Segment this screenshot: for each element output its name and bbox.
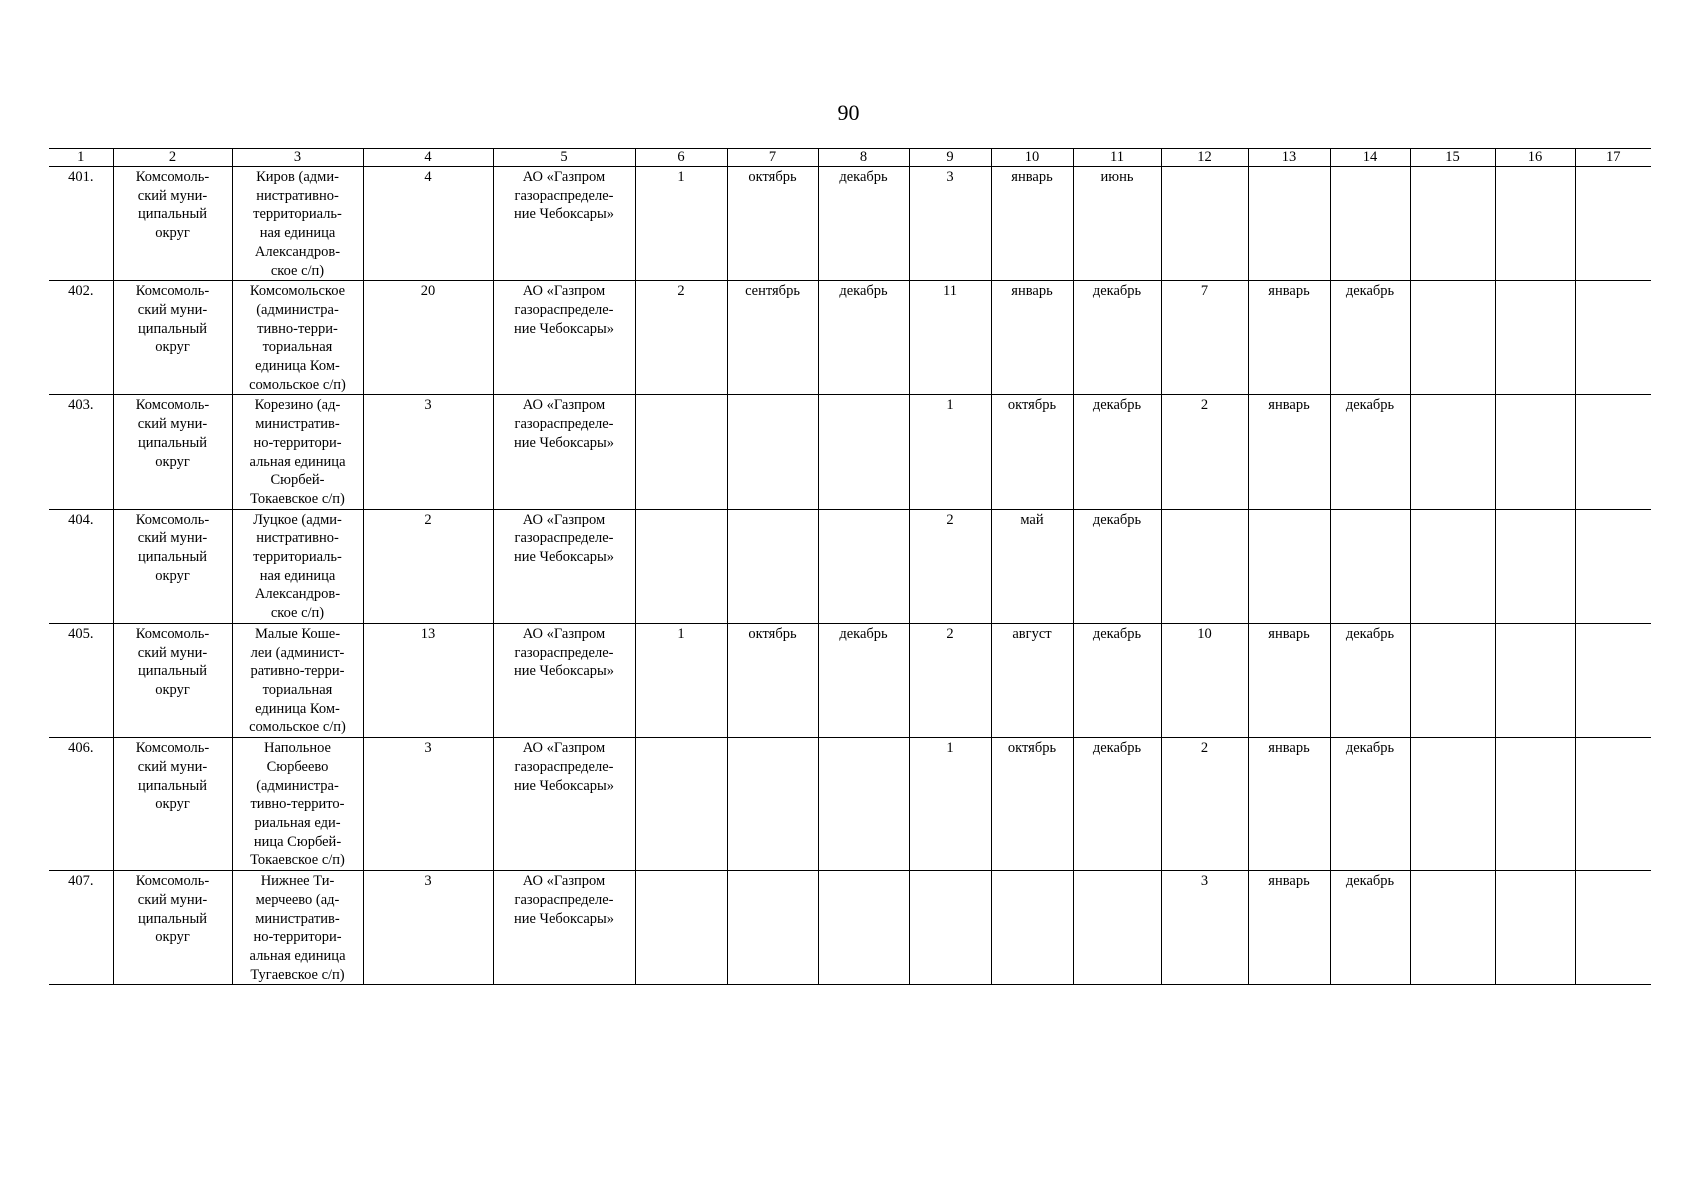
table-cell-col-14 <box>1330 395 1410 509</box>
table-cell-col-1 <box>49 738 113 871</box>
table-cell-col-4 <box>363 623 493 737</box>
table-cell-col-11 <box>1073 281 1161 395</box>
table-cell-col-2 <box>113 871 232 985</box>
table-cell-col-15 <box>1410 281 1495 395</box>
column-header: 3 <box>232 149 363 167</box>
cell-text: октябрь <box>748 625 797 642</box>
cell-text: декабрь <box>1345 740 1395 757</box>
table-cell-col-7 <box>727 509 818 623</box>
table-cell-col-1 <box>49 395 113 509</box>
table-row <box>49 167 1651 281</box>
column-header: 4 <box>363 149 493 167</box>
cell-text: декабрь <box>839 169 888 185</box>
table-cell-col-1 <box>49 509 113 623</box>
table-cell-col-7 <box>727 395 818 509</box>
cell-text: АО «Газпром газораспределе- ние Чебоксары» <box>513 625 615 680</box>
table-cell-col-12 <box>1161 509 1248 623</box>
cell-text: 20 <box>420 283 436 300</box>
table-cell-col-17 <box>1575 623 1651 737</box>
cell-text: 1 <box>677 169 685 185</box>
table-cell-col-4 <box>363 395 493 509</box>
table-cell-col-15 <box>1410 509 1495 623</box>
table-cell-col-16 <box>1495 623 1575 737</box>
table-cell-col-11 <box>1073 167 1161 281</box>
table-cell-col-16 <box>1495 395 1575 509</box>
table-cell-col-14 <box>1330 167 1410 281</box>
table-row <box>49 623 1651 737</box>
table-cell-col-6 <box>635 871 727 985</box>
table-cell-col-13 <box>1248 395 1330 509</box>
table-cell-col-17 <box>1575 167 1651 281</box>
cell-text: Комсомоль- ский муни- ципальный округ <box>135 511 210 584</box>
cell-text: декабрь <box>1092 397 1142 414</box>
table-cell-col-17 <box>1575 395 1651 509</box>
cell-text: АО «Газпром газораспределе- ние Чебоксары» <box>513 169 615 223</box>
cell-text: 1 <box>946 740 954 757</box>
column-header: 1 <box>49 149 113 167</box>
cell-text: декабрь <box>1092 511 1142 528</box>
table-cell-col-11 <box>1073 509 1161 623</box>
table-cell-col-17 <box>1575 871 1651 985</box>
table-cell-col-13 <box>1248 509 1330 623</box>
table-cell-col-2 <box>113 509 232 623</box>
cell-text: АО «Газпром газораспределе- ние Чебоксары» <box>513 283 615 337</box>
cell-text: 10 <box>1197 625 1212 642</box>
table-cell-col-16 <box>1495 509 1575 623</box>
column-header: 8 <box>818 149 909 167</box>
table-cell-col-8 <box>818 738 909 871</box>
table-cell-col-9 <box>909 281 991 395</box>
table-cell-col-16 <box>1495 167 1575 281</box>
table-cell-col-11 <box>1073 871 1161 985</box>
column-header: 7 <box>727 149 818 167</box>
table-cell-col-15 <box>1410 738 1495 871</box>
cell-text: Комсомоль- ский муни- ципальный округ <box>135 625 210 698</box>
table-cell-col-5 <box>493 738 635 871</box>
table-cell-col-1 <box>49 623 113 737</box>
cell-text: декабрь <box>1345 873 1395 890</box>
table-cell-col-6 <box>635 167 727 281</box>
table-cell-col-1 <box>49 281 113 395</box>
cell-text: июнь <box>1100 169 1134 185</box>
cell-text: октябрь <box>748 169 797 185</box>
cell-text: 405. <box>68 625 94 642</box>
cell-text: 13 <box>420 625 436 642</box>
column-header: 6 <box>635 149 727 167</box>
table-cell-col-8 <box>818 509 909 623</box>
cell-text: январь <box>1268 740 1310 757</box>
cell-text: 3 <box>424 873 432 890</box>
column-number-row <box>49 149 1651 167</box>
table-cell-col-12 <box>1161 623 1248 737</box>
table-cell-col-5 <box>493 509 635 623</box>
table-body <box>49 167 1651 985</box>
table-cell-col-14 <box>1330 738 1410 871</box>
cell-text: АО «Газпром газораспределе- ние Чебоксары» <box>513 397 615 451</box>
cell-text: Нижнее Ти- мерчеево (ад- министратив- но-территори- альная единица Тугаевское с/п) <box>249 873 346 983</box>
cell-text: 402. <box>68 283 94 300</box>
column-header: 11 <box>1073 149 1161 167</box>
table-cell-col-4 <box>363 167 493 281</box>
table-cell-col-4 <box>363 281 493 395</box>
table-cell-col-5 <box>493 167 635 281</box>
table-cell-col-1 <box>49 167 113 281</box>
table-cell-col-3 <box>232 509 363 623</box>
column-header: 2 <box>113 149 232 167</box>
cell-text: сентябрь <box>745 283 800 300</box>
table-cell-col-5 <box>493 281 635 395</box>
table-cell-col-14 <box>1330 623 1410 737</box>
table-cell-col-12 <box>1161 167 1248 281</box>
table-cell-col-7 <box>727 167 818 281</box>
table-cell-col-10 <box>991 167 1073 281</box>
column-header: 12 <box>1161 149 1248 167</box>
table-cell-col-12 <box>1161 738 1248 871</box>
table-cell-col-13 <box>1248 167 1330 281</box>
column-header: 9 <box>909 149 991 167</box>
table-cell-col-11 <box>1073 738 1161 871</box>
table-cell-col-11 <box>1073 623 1161 737</box>
cell-text: 3 <box>424 740 432 757</box>
table-cell-col-7 <box>727 623 818 737</box>
table-cell-col-14 <box>1330 871 1410 985</box>
cell-text: 3 <box>424 397 432 414</box>
table-cell-col-12 <box>1161 871 1248 985</box>
cell-text: декабрь <box>1092 625 1142 642</box>
table-cell-col-17 <box>1575 509 1651 623</box>
cell-text: январь <box>1268 397 1310 414</box>
cell-text: Комсомоль- ский муни- ципальный округ <box>135 740 210 813</box>
column-header: 10 <box>991 149 1073 167</box>
table-cell-col-8 <box>818 871 909 985</box>
cell-text: Киров (адми- нистративно- территориаль- ная единица Александров- ское с/п) <box>253 169 342 279</box>
column-header: 14 <box>1330 149 1410 167</box>
table-cell-col-6 <box>635 738 727 871</box>
cell-text: 403. <box>68 397 94 414</box>
cell-text: октябрь <box>1007 740 1057 757</box>
table-cell-col-9 <box>909 395 991 509</box>
table-cell-col-13 <box>1248 871 1330 985</box>
cell-text: Комсомоль- ский муни- ципальный округ <box>135 873 210 946</box>
table-cell-col-15 <box>1410 871 1495 985</box>
cell-text: 4 <box>424 169 432 185</box>
cell-text: АО «Газпром газораспределе- ние Чебоксары» <box>513 740 615 794</box>
cell-text: Комсомольское (администра- тивно-терри- ториальная единица Ком- сомольское с/п) <box>249 283 346 393</box>
table-cell-col-1 <box>49 871 113 985</box>
table-cell-col-3 <box>232 871 363 985</box>
table-cell-col-2 <box>113 738 232 871</box>
cell-text: АО «Газпром газораспределе- ние Чебоксары» <box>513 511 615 566</box>
table-cell-col-10 <box>991 623 1073 737</box>
table-cell-col-2 <box>113 623 232 737</box>
cell-text: январь <box>1268 283 1310 300</box>
table-cell-col-10 <box>991 738 1073 871</box>
cell-text: 2 <box>946 625 954 642</box>
table-cell-col-3 <box>232 738 363 871</box>
cell-text: 2 <box>1200 397 1209 414</box>
table-row <box>49 509 1651 623</box>
table-cell-col-10 <box>991 509 1073 623</box>
table-cell-col-15 <box>1410 167 1495 281</box>
column-header: 5 <box>493 149 635 167</box>
cell-text: АО «Газпром газораспределе- ние Чебоксары» <box>513 873 615 927</box>
cell-text: 2 <box>424 511 432 528</box>
cell-text: 2 <box>946 511 954 528</box>
cell-text: Луцкое (адми- нистративно- территориаль- ная единица Александров- ское с/п) <box>253 511 342 622</box>
table-cell-col-16 <box>1495 871 1575 985</box>
table-cell-col-16 <box>1495 738 1575 871</box>
cell-text: май <box>1020 511 1044 528</box>
table-cell-col-17 <box>1575 738 1651 871</box>
column-header: 16 <box>1495 149 1575 167</box>
table-cell-col-9 <box>909 167 991 281</box>
table-cell-col-2 <box>113 395 232 509</box>
cell-text: 1 <box>677 625 685 642</box>
column-header: 13 <box>1248 149 1330 167</box>
table-cell-col-12 <box>1161 281 1248 395</box>
table-cell-col-3 <box>232 395 363 509</box>
table-cell-col-6 <box>635 509 727 623</box>
table-cell-col-12 <box>1161 395 1248 509</box>
table-cell-col-6 <box>635 623 727 737</box>
cell-text: 11 <box>943 283 957 300</box>
table-cell-col-17 <box>1575 281 1651 395</box>
table-cell-col-8 <box>818 281 909 395</box>
table-cell-col-14 <box>1330 509 1410 623</box>
cell-text: 401. <box>68 169 94 185</box>
table-cell-col-8 <box>818 167 909 281</box>
table-cell-col-2 <box>113 281 232 395</box>
cell-text: Комсомоль- ский муни- ципальный округ <box>135 397 210 470</box>
cell-text: Корезино (ад- министратив- но-территори- альная единица Сюрбей- Токаевское с/п) <box>249 397 346 507</box>
cell-text: декабрь <box>1092 283 1142 300</box>
cell-text: январь <box>1011 169 1053 185</box>
cell-text: 3 <box>946 169 954 185</box>
cell-text: январь <box>1268 625 1310 642</box>
column-header: 17 <box>1575 149 1651 167</box>
table-row <box>49 738 1651 871</box>
table-cell-col-5 <box>493 623 635 737</box>
cell-text: октябрь <box>1007 397 1057 414</box>
table-cell-col-7 <box>727 281 818 395</box>
table-cell-col-7 <box>727 871 818 985</box>
page-number: 90 <box>837 100 860 125</box>
cell-text: Напольное Сюрбеево (администра- тивно-террито- риальная еди- ница Сюрбей- Токаевское с/п) <box>250 740 345 869</box>
table-cell-col-6 <box>635 395 727 509</box>
cell-text: декабрь <box>1092 740 1142 757</box>
table-cell-col-3 <box>232 623 363 737</box>
cell-text: Комсомоль- ский муни- ципальный округ <box>135 283 210 356</box>
table-cell-col-10 <box>991 395 1073 509</box>
cell-text: декабрь <box>1345 625 1395 642</box>
cell-text: Малые Коше- леи (админист- ративно-терри- ториальная единица Ком- сомольское с/п) <box>249 625 346 736</box>
cell-text: декабрь <box>1345 283 1395 300</box>
table-cell-col-8 <box>818 623 909 737</box>
table-cell-col-10 <box>991 281 1073 395</box>
cell-text: декабрь <box>839 283 888 300</box>
table-cell-col-2 <box>113 167 232 281</box>
table-cell-col-9 <box>909 738 991 871</box>
table-cell-col-5 <box>493 395 635 509</box>
table-cell-col-8 <box>818 395 909 509</box>
cell-text: 3 <box>1200 873 1209 890</box>
schedule-table <box>49 148 1651 985</box>
cell-text: 404. <box>68 511 94 528</box>
table-cell-col-15 <box>1410 623 1495 737</box>
cell-text: январь <box>1011 283 1053 300</box>
cell-text: Комсомоль- ский муни- ципальный округ <box>135 169 210 242</box>
cell-text: 7 <box>1200 283 1209 300</box>
table-cell-col-9 <box>909 509 991 623</box>
table-cell-col-3 <box>232 281 363 395</box>
cell-text: декабрь <box>1345 397 1395 414</box>
table-cell-col-4 <box>363 738 493 871</box>
table-row <box>49 871 1651 985</box>
table-cell-col-11 <box>1073 395 1161 509</box>
table-cell-col-4 <box>363 871 493 985</box>
table-cell-col-5 <box>493 871 635 985</box>
table-row <box>49 395 1651 509</box>
table-row <box>49 281 1651 395</box>
table-cell-col-4 <box>363 509 493 623</box>
cell-text: август <box>1012 625 1052 642</box>
cell-text: 406. <box>68 740 94 757</box>
cell-text: 2 <box>1200 740 1209 757</box>
table-cell-col-3 <box>232 167 363 281</box>
table-cell-col-14 <box>1330 281 1410 395</box>
column-header: 15 <box>1410 149 1495 167</box>
table-cell-col-10 <box>991 871 1073 985</box>
cell-text: 1 <box>946 397 954 414</box>
table-cell-col-13 <box>1248 738 1330 871</box>
cell-text: 407. <box>68 873 94 890</box>
cell-text: декабрь <box>839 625 888 642</box>
cell-text: 2 <box>677 283 685 300</box>
table-cell-col-7 <box>727 738 818 871</box>
table-cell-col-9 <box>909 871 991 985</box>
table-cell-col-13 <box>1248 623 1330 737</box>
table-cell-col-6 <box>635 281 727 395</box>
table-cell-col-15 <box>1410 395 1495 509</box>
cell-text: январь <box>1268 873 1310 890</box>
table-cell-col-13 <box>1248 281 1330 395</box>
table-cell-col-9 <box>909 623 991 737</box>
table-cell-col-16 <box>1495 281 1575 395</box>
